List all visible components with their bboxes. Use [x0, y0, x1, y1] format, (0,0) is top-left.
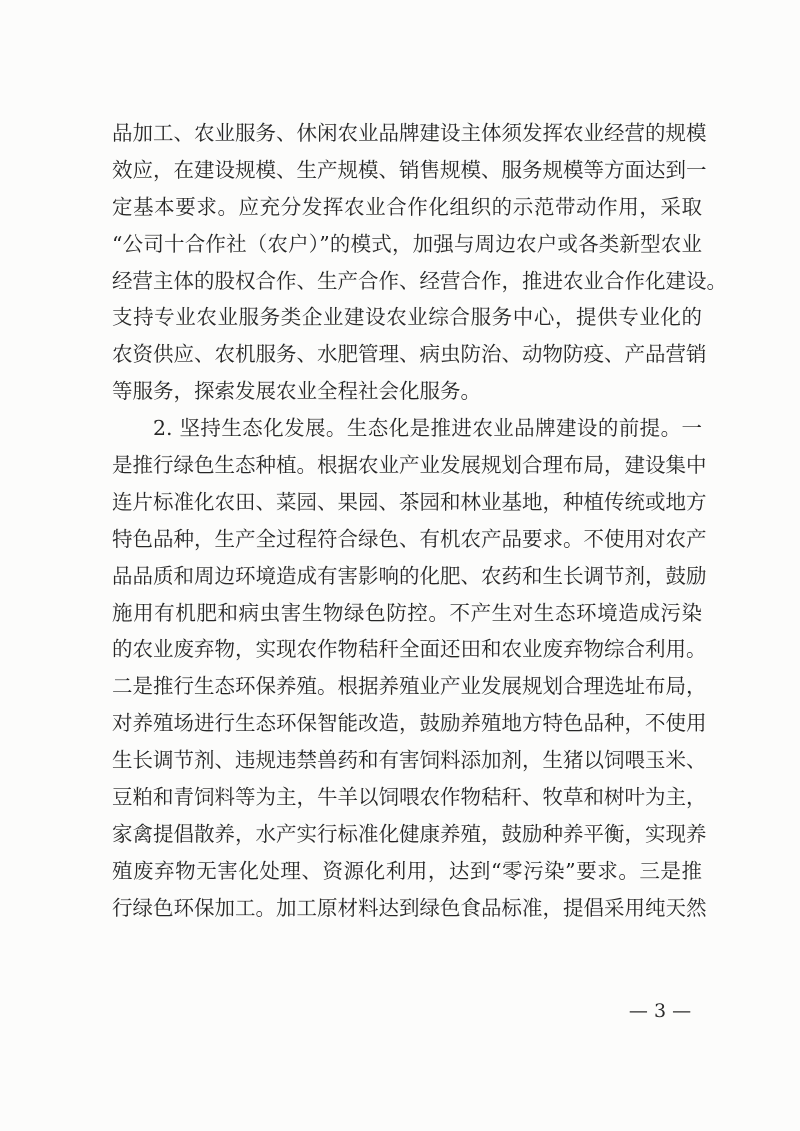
page-number: — 3 —	[628, 1000, 692, 1022]
section-heading-line: 2. 坚持生态化发展。生态化是推进农业品牌建设的前提。一	[153, 416, 702, 441]
text-line: 施用有机肥和病虫害生物绿色防控。不产生对生态环境造成污染	[112, 600, 702, 625]
text-line: 支持专业农业服务类企业建设农业综合服务中心，提供专业化的	[112, 305, 702, 330]
text-line: 殖废弃物无害化处理、资源化利用，达到“零污染”要求。三是推	[112, 858, 702, 883]
text-line: 等服务，探索发展农业全程社会化服务。	[112, 379, 481, 404]
text-line: 是推行绿色生态种植。根据农业产业发展规划合理布局，建设集中	[112, 453, 707, 478]
text-line: 二是推行生态环保养殖。根据养殖业产业发展规划合理选址布局，	[112, 674, 707, 699]
text-line: 品加工、农业服务、休闲农业品牌建设主体须发挥农业经营的规模	[112, 121, 707, 145]
text-line: 行绿色环保加工。加工原材料达到绿色食品标准，提倡采用纯天然	[112, 895, 707, 920]
text-line: “公司十合作社（农户）”的模式，加强与周边农户或各类新型农业	[112, 231, 702, 256]
text-line: 特色品种，生产全过程符合绿色、有机农产品要求。不使用对农产	[112, 526, 707, 551]
text-line: 家禽提倡散养，水产实行标准化健康养殖，鼓励种养平衡，实现养	[112, 821, 707, 846]
text-line: 效应，在建设规模、生产规模、销售规模、服务规模等方面达到一	[112, 157, 707, 182]
text-line: 定基本要求。应充分发挥农业合作化组织的示范带动作用，采取	[112, 194, 702, 219]
text-line: 豆粕和青饲料等为主，牛羊以饲喂农作物秸秆、牧草和树叶为主，	[112, 785, 707, 810]
text-line: 连片标准化农田、菜园、果园、茶园和林业基地，种植传统或地方	[112, 489, 707, 514]
text-line: 对养殖场进行生态环保智能改造，鼓励养殖地方特色品种，不使用	[112, 711, 707, 736]
text-line: 品品质和周边环境造成有害影响的化肥、农药和生长调节剂，鼓励	[112, 563, 707, 588]
body-text	[112, 115, 727, 927]
text-line: 经营主体的股权合作、生产合作、经营合作，推进农业合作化建设。	[112, 268, 727, 293]
text-line: 的农业废弃物，实现农作物秸秆全面还田和农业废弃物综合利用。	[112, 637, 707, 662]
text-line: 农资供应、农机服务、水肥管理、病虫防治、动物防疫、产品营销	[112, 342, 707, 367]
text-line: 生长调节剂、违规违禁兽药和有害饲料添加剂，生猪以饲喂玉米、	[112, 748, 707, 773]
